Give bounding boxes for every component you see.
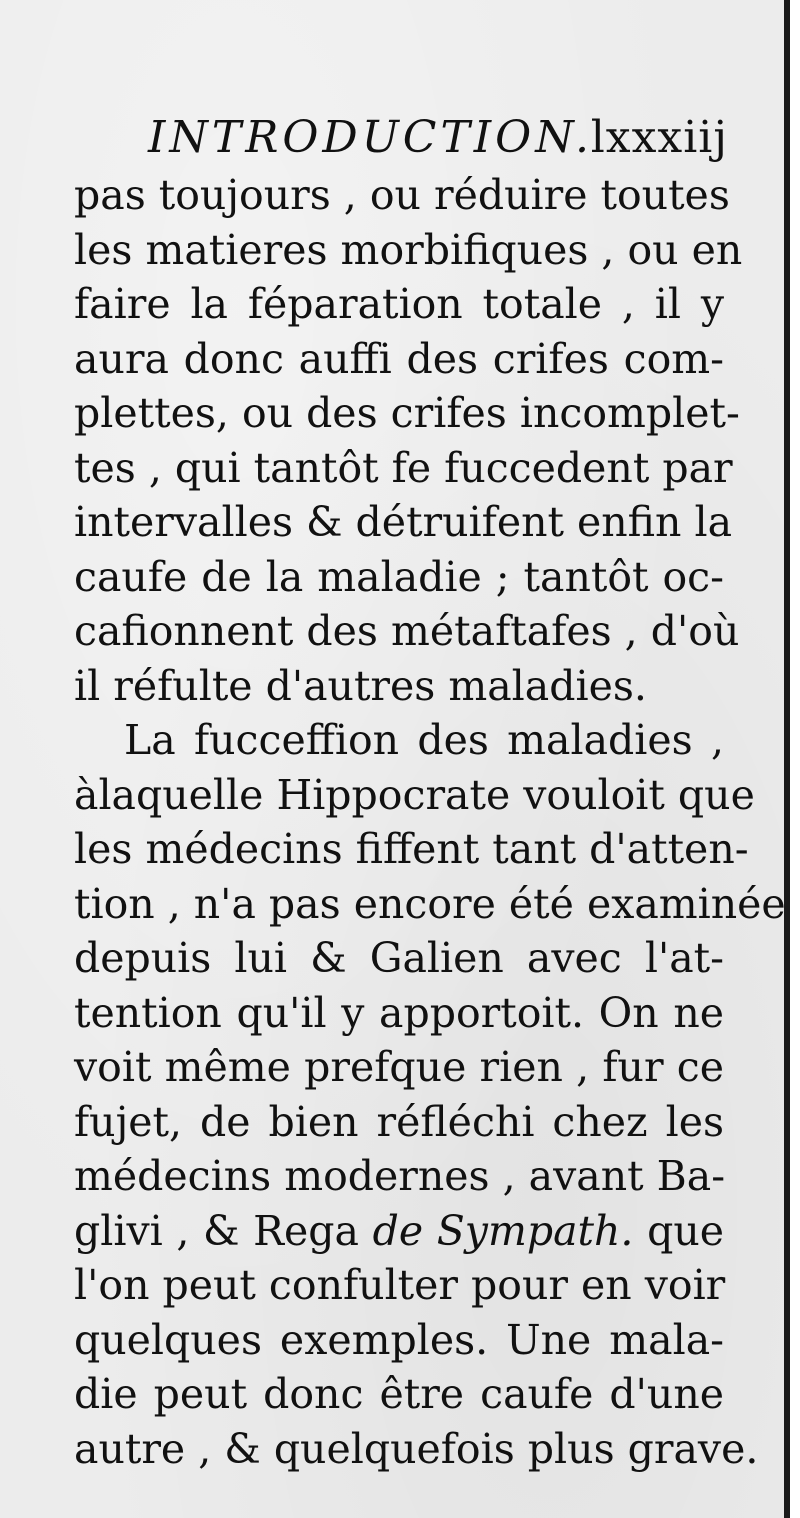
text-line: àlaquelle Hippocrate vouloit que xyxy=(74,770,755,819)
text-line: autre , & quelquefois plus grave. xyxy=(74,1424,759,1473)
text-line: caufe de la maladie ; tantôt oc- xyxy=(74,552,724,601)
text-line: tion , n'a pas encore été examinée xyxy=(74,879,786,928)
page-number: lxxxiij xyxy=(590,112,728,163)
text-line: l'on peut confulter pour en voir xyxy=(74,1261,726,1309)
text-line: tes , qui tantôt fe fuccedent par xyxy=(74,443,733,492)
text-line: il réfulte d'autres maladies. xyxy=(74,661,647,710)
body-text xyxy=(74,168,786,1476)
text-line: La fucceffion des maladies , xyxy=(124,716,724,764)
text-line: les médecins fiffent tant d'atten- xyxy=(74,825,749,873)
text-line: les matieres morbifiques , ou en xyxy=(74,225,743,274)
text-segment: que xyxy=(633,1206,725,1255)
text-line: plettes, ou des crifes incomplet- xyxy=(74,389,740,437)
text-line: cafionnent des métaftafes , d'où xyxy=(74,607,740,655)
running-title: INTRODUCTION. xyxy=(148,112,593,163)
text-segment: glivi , & Rega xyxy=(74,1206,373,1255)
text-line: fujet, de bien réfléchi chez les xyxy=(74,1097,724,1146)
text-line: intervalles & détruifent enfin la xyxy=(74,498,733,546)
page-header xyxy=(148,108,728,166)
text-line: tention qu'il y apportoit. On ne xyxy=(74,988,724,1037)
text-line-with-citation xyxy=(74,1204,724,1259)
italic-citation: de Sympath. xyxy=(372,1206,634,1255)
text-line: depuis lui & Galien avec l'at- xyxy=(74,934,724,982)
text-line: voit même prefque rien , fur ce xyxy=(74,1043,724,1091)
text-line: pas toujours , ou réduire toutes xyxy=(74,171,730,219)
text-line: médecins modernes , avant Ba- xyxy=(74,1152,726,1200)
text-line: die peut donc être caufe d'une xyxy=(74,1370,724,1418)
text-line: quelques exemples. Une mala- xyxy=(74,1315,724,1364)
text-line: aura donc auffi des crifes com- xyxy=(74,334,724,383)
text-line: faire la féparation totale , il y xyxy=(74,280,724,328)
